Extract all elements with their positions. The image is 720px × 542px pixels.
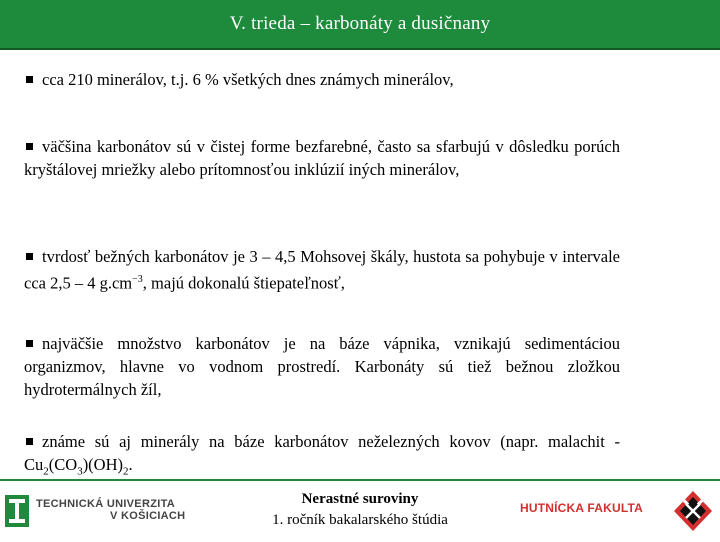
bullet-text-tail: , majú dokonalú štiepateľnosť, <box>142 273 345 293</box>
bullet-text: väčšina karbonátov sú v čistej forme bezfarebné, často sa sfarbujú v dôsledku porúch kryštálovej mriežky alebo prítomnosťou inklúzií iných minerálov, <box>24 137 620 179</box>
bullet-text: najväčšie množstvo karbonátov je na báze vápnika, vznikajú sedimentáciou organizmov, hlavne vo vodnom prostredí. Karbonáty sú tiež bežnou zložkou hydrotermálnych žíl, <box>24 334 620 399</box>
subscript: 2 <box>43 465 49 478</box>
title-bar <box>0 0 720 50</box>
subscript: 3 <box>77 465 83 478</box>
bullet-square-icon <box>26 143 33 150</box>
subscript: 2 <box>123 465 129 478</box>
course-title: Nerastné suroviny <box>301 491 419 507</box>
bullet-square-icon <box>26 76 33 83</box>
bullet-item <box>24 135 620 181</box>
slide-title: V. trieda – karbonáty a dusičnany <box>229 13 491 34</box>
bullet-square-icon <box>26 253 33 260</box>
university-name <box>36 498 206 522</box>
university-name-line2: V KOŠICIACH <box>110 510 186 522</box>
bullet-text: tvrdosť bežných karbonátov je 3 – 4,5 Mohsovej škály, hustota sa pohybuje v intervale cca 2,5 – 4 g.cm <box>24 247 620 293</box>
course-info <box>220 489 500 531</box>
university-name-line1: TECHNICKÁ UNIVERZITA <box>36 498 176 510</box>
bullet-square-icon <box>26 340 33 347</box>
bullet-square-icon <box>26 438 33 445</box>
bullet-text-tail: . <box>128 455 133 474</box>
bullet-item <box>24 68 620 91</box>
bullet-text: cca 210 minerálov, t.j. 6 % všetkých dnes známych minerálov, <box>42 70 454 89</box>
superscript: −3 <box>132 274 143 285</box>
tuke-logo-icon <box>4 494 30 528</box>
bullet-item <box>24 430 620 483</box>
formula-part: )(OH) <box>82 455 124 474</box>
bullet-text: známe sú aj minerály na báze karbonátov neželezných kovov (napr. malachit - Cu <box>24 432 620 474</box>
footer <box>0 479 720 542</box>
bullet-item <box>24 332 620 401</box>
bullet-item <box>24 245 620 295</box>
formula-part: (CO <box>48 455 78 474</box>
hutnicka-fakulta-logo-icon <box>672 489 714 533</box>
faculty-name: HUTNÍCKA FAKULTA <box>520 501 643 515</box>
course-year: 1. ročník bakalarského štúdia <box>272 512 448 528</box>
